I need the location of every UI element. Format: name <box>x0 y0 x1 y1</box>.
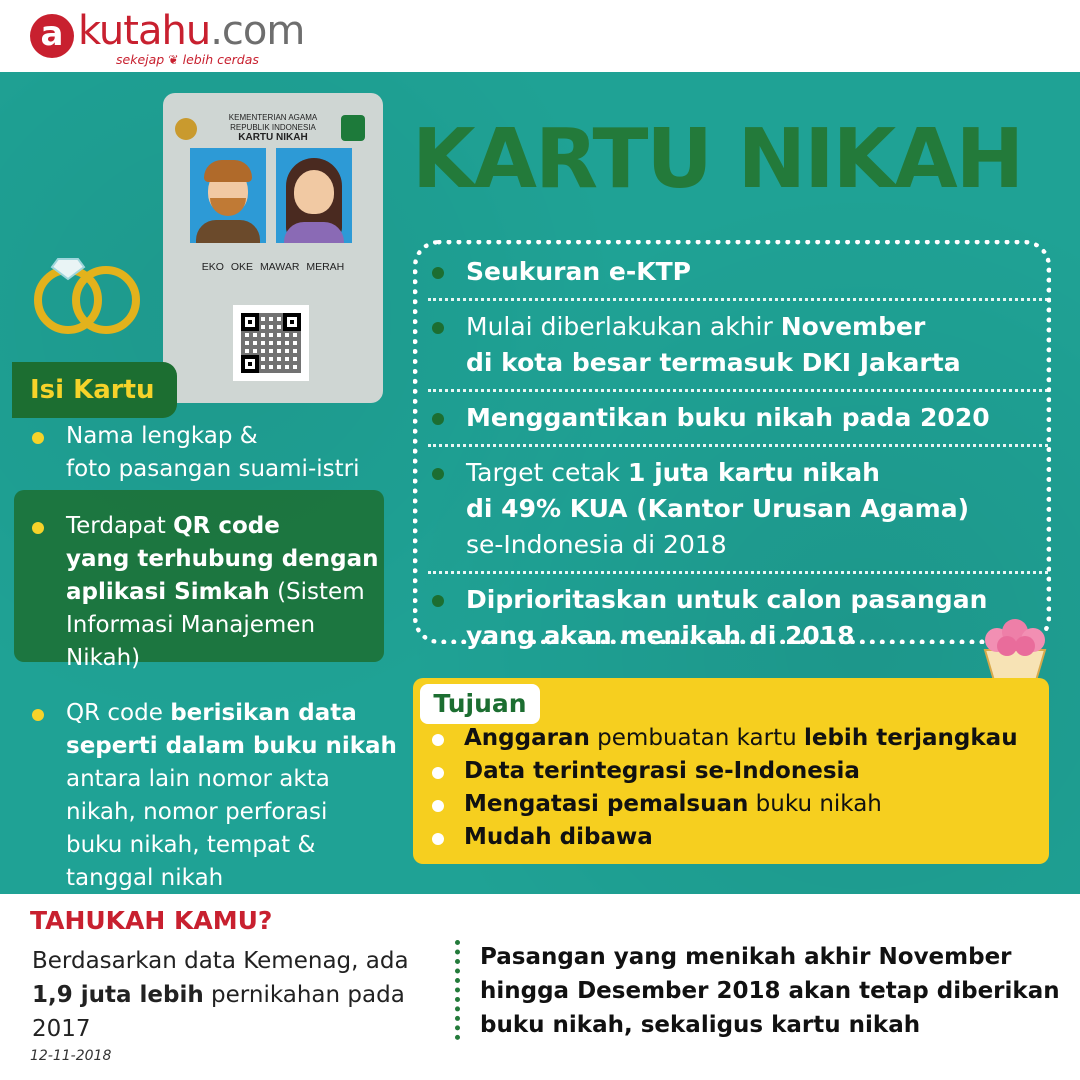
card-header-ministry: KEMENTERIAN AGAMA <box>228 113 318 122</box>
text-run: tanggal nikah <box>66 865 224 891</box>
isi-kartu-list <box>28 420 398 895</box>
text-run: Menggantikan buku nikah pada 2020 <box>466 403 990 432</box>
text-run: Terdapat <box>66 513 174 539</box>
text-run: di 49% KUA (Kantor Urusan Agama) <box>466 494 969 523</box>
text-run: (Sistem <box>269 579 365 605</box>
text-run: foto pasangan suami-istri <box>66 456 360 482</box>
fact-item <box>428 582 1048 662</box>
tahukah-heading: TAHUKAH KAMU? <box>30 906 273 935</box>
text-run: 2017 <box>32 1016 91 1042</box>
bullet-icon <box>432 413 444 425</box>
fact-item <box>428 309 1048 392</box>
text-run: Berdasarkan data Kemenag, ada <box>32 948 409 974</box>
text-run: Diprioritaskan untuk calon pasangan <box>466 585 988 614</box>
bullet-icon <box>432 767 444 779</box>
logo[interactable] <box>30 8 330 68</box>
groom-photo <box>190 148 266 243</box>
publish-date: 12-11-2018 <box>30 1048 112 1064</box>
fact-item <box>428 400 1048 447</box>
list-item <box>428 821 1048 854</box>
bullet-icon <box>432 267 444 279</box>
bullet-icon <box>32 432 44 444</box>
logo-name: kutahu <box>78 8 211 54</box>
bullet-icon <box>32 522 44 534</box>
list-item <box>428 788 1048 821</box>
list-item <box>428 755 1048 788</box>
logo-wordmark <box>78 8 304 54</box>
text-run: Seukuran e-KTP <box>466 257 691 286</box>
text-run: aplikasi Simkah <box>66 579 270 605</box>
marriage-card-illustration <box>163 93 383 403</box>
bride-name: MAWAR MERAH <box>259 261 345 273</box>
tahukah-right-text: Pasangan yang menikah akhir November hingga Desember 2018 akan tetap diberikan buku nikah, sekaligus kartu nikah <box>480 944 1060 1038</box>
text-run: Informasi Manajemen <box>66 612 316 638</box>
divider <box>455 940 460 1040</box>
tujuan-list <box>428 722 1048 854</box>
bullet-icon <box>432 322 444 334</box>
card-header <box>163 113 383 143</box>
wedding-rings-icon <box>30 245 145 340</box>
page-title: KARTU NIKAH <box>412 112 1023 207</box>
text-run: 1,9 juta lebih <box>32 982 204 1008</box>
qr-code-icon <box>233 305 309 381</box>
text-run: November <box>780 312 926 341</box>
text-run: yang akan menikah di 2018 <box>466 621 855 650</box>
text-run: antara lain nomor akta <box>66 766 330 792</box>
logo-tagline: sekejap ❦ lebih cerdas <box>116 52 259 67</box>
bride-photo <box>276 148 352 243</box>
logo-badge: a <box>30 14 74 58</box>
text-run: Nikah) <box>66 645 141 671</box>
card-header-title: KARTU NIKAH <box>238 132 308 143</box>
list-item <box>28 697 398 895</box>
text-run: 1 juta kartu nikah <box>627 458 880 487</box>
text-run: Mulai diberlakukan akhir <box>466 312 781 341</box>
list-item <box>28 510 398 675</box>
text-run: seperti dalam buku nikah <box>66 733 397 759</box>
tujuan-label: Tujuan <box>420 684 540 724</box>
list-item <box>28 420 398 486</box>
text-run: pembuatan kartu <box>589 725 804 751</box>
groom-name: EKO OKE <box>201 261 254 273</box>
text-run: QR code <box>173 513 280 539</box>
text-run: Anggaran <box>464 725 590 751</box>
bullet-icon <box>432 833 444 845</box>
text-run: pernikahan pada <box>203 982 405 1008</box>
bullet-icon <box>32 709 44 721</box>
list-item <box>428 722 1048 755</box>
text-run: Nama lengkap & <box>66 423 258 449</box>
bullet-icon <box>432 734 444 746</box>
text-run: buku nikah, tempat & <box>66 832 316 858</box>
text-run: nikah, nomor perforasi <box>66 799 328 825</box>
text-run: QR code <box>66 700 171 726</box>
bullet-icon <box>432 595 444 607</box>
tahukah-left-text <box>32 944 432 1046</box>
text-run: Mengatasi pemalsuan <box>464 791 749 817</box>
text-run: Mudah dibawa <box>464 824 653 850</box>
text-run: di kota besar termasuk DKI Jakarta <box>466 348 961 377</box>
text-run: Target cetak <box>466 458 628 487</box>
text-run: yang terhubung dengan <box>66 546 379 572</box>
bullet-icon <box>432 468 444 480</box>
text-run: se-Indonesia di 2018 <box>466 530 727 559</box>
text-run: Data terintegrasi se-Indonesia <box>464 758 860 784</box>
text-run: lebih terjangkau <box>803 725 1018 751</box>
bullet-icon <box>432 800 444 812</box>
text-run: buku nikah <box>748 791 882 817</box>
logo-tld: .com <box>210 8 305 54</box>
card-names <box>163 261 383 273</box>
isi-kartu-label: Isi Kartu <box>12 362 177 418</box>
fact-item <box>428 254 1048 301</box>
fact-item <box>428 455 1048 574</box>
card-header-country: REPUBLIK INDONESIA <box>230 123 316 132</box>
text-run: berisikan data <box>170 700 357 726</box>
facts-list <box>428 254 1048 670</box>
